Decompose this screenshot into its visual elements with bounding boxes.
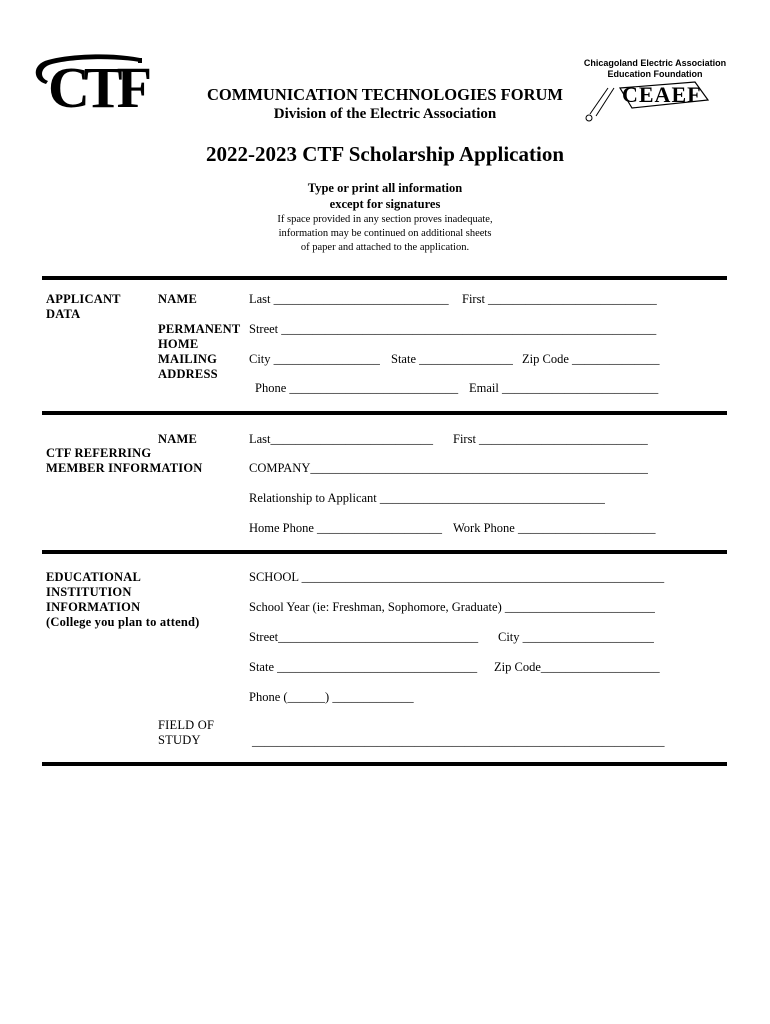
applicant-state-field[interactable]: State _______________ — [391, 352, 513, 366]
section-divider — [42, 276, 727, 280]
applicant-city-field[interactable]: City _________________ — [249, 352, 380, 366]
field-of-study-field[interactable]: __________________________________________________________________ — [252, 734, 665, 748]
referring-home-phone-field[interactable]: Home Phone ____________________ — [249, 521, 443, 535]
ceaef-line2: Education Foundation — [607, 69, 703, 79]
referring-section-label: CTF REFERRING MEMBER INFORMATION — [46, 446, 203, 475]
ceaef-mark: CEAEF — [622, 82, 702, 107]
applicant-zip-field[interactable]: Zip Code ______________ — [522, 352, 660, 366]
section-divider — [42, 762, 727, 766]
section-divider — [42, 550, 727, 554]
ctf-logo-text: CTF — [48, 55, 146, 120]
school-field[interactable]: SCHOOL __________________________________________________________ — [249, 570, 665, 584]
instruction-line2: except for signatures — [329, 197, 441, 211]
school-phone-field[interactable]: Phone (______) _____________ — [249, 690, 414, 704]
applicant-email-field[interactable]: Email _________________________ — [469, 381, 659, 395]
address-label: PERMANENT HOME MAILING ADDRESS — [158, 322, 241, 381]
instruction-line1: Type or print all information — [307, 181, 463, 195]
relationship-field[interactable]: Relationship to Applicant ____________________________________ — [249, 491, 605, 505]
referring-work-phone-field[interactable]: Work Phone ______________________ — [453, 521, 656, 535]
referring-company-field[interactable]: COMPANY______________________________________________________ — [249, 461, 648, 475]
applicant-name-label: NAME — [158, 292, 197, 306]
section-divider — [42, 411, 727, 415]
org-division: Division of the Electric Association — [273, 106, 497, 122]
note-line2: information may be continued on additional sheets — [278, 228, 492, 239]
page-title: 2022-2023 CTF Scholarship Application — [205, 142, 565, 166]
school-year-field[interactable]: School Year (ie: Freshman, Sophomore, Graduate) ________________________ — [249, 600, 655, 614]
applicant-last-field[interactable]: Last ____________________________ — [249, 292, 449, 306]
referring-name-label: NAME — [158, 432, 197, 446]
school-zip-field[interactable]: Zip Code___________________ — [494, 660, 660, 674]
school-state-field[interactable]: State ________________________________ — [249, 660, 478, 674]
applicant-section-label: APPLICANT DATA — [46, 292, 121, 321]
org-name: COMMUNICATION TECHNOLOGIES FORUM — [207, 85, 563, 104]
school-street-field[interactable]: Street________________________________ — [249, 630, 479, 644]
school-city-field[interactable]: City _____________________ — [498, 630, 654, 644]
referring-last-field[interactable]: Last__________________________ — [249, 432, 434, 446]
referring-first-field[interactable]: First ___________________________ — [453, 432, 648, 446]
applicant-street-field[interactable]: Street ____________________________________________________________ — [249, 322, 657, 336]
applicant-first-field[interactable]: First ___________________________ — [462, 292, 657, 306]
applicant-phone-field[interactable]: Phone ___________________________ — [255, 381, 459, 395]
note-line3: of paper and attached to the application. — [300, 242, 470, 253]
ceaef-line1: Chicagoland Electric Association — [583, 58, 727, 68]
field-of-study-label: FIELD OF STUDY — [158, 718, 215, 747]
note-line1: If space provided in any section proves inadequate, — [277, 214, 493, 225]
education-section-label: EDUCATIONAL INSTITUTION INFORMATION (College you plan to attend) — [46, 570, 200, 629]
